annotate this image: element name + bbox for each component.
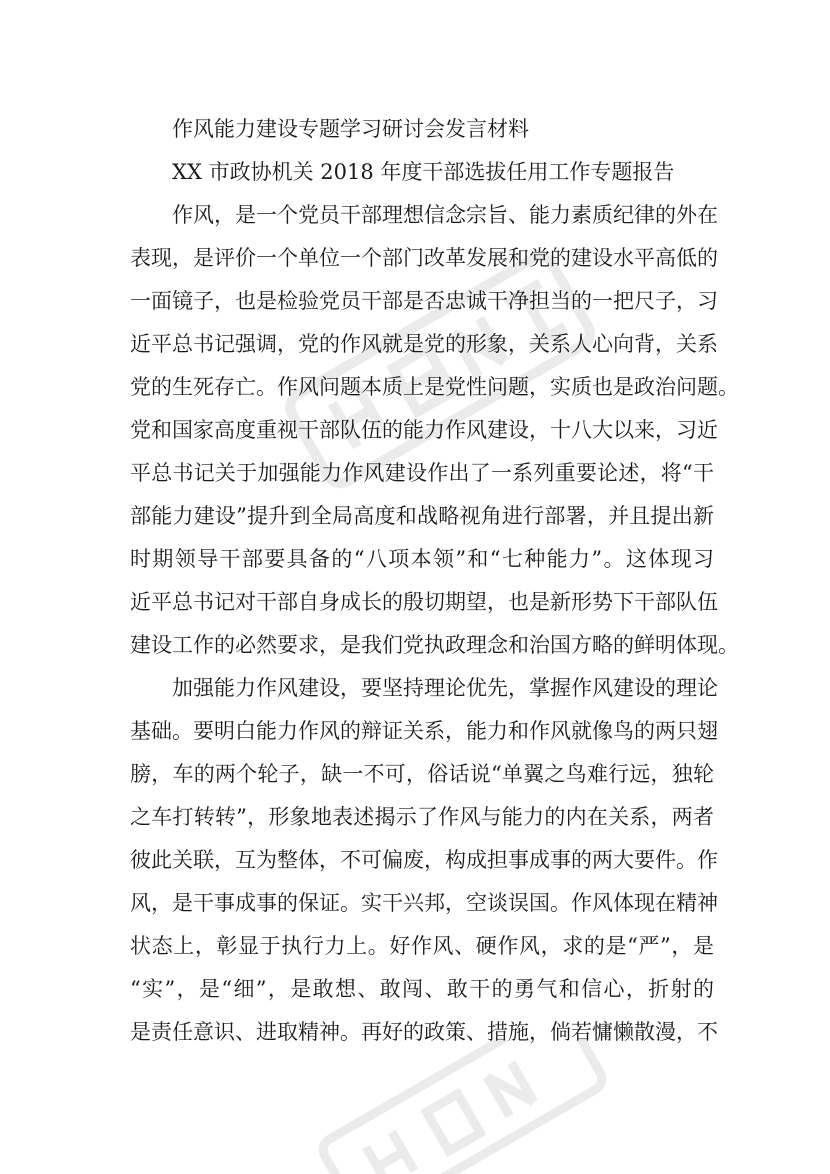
paragraph-line: 基础。要明白能力作风的辩证关系，能力和作风就像鸟的两只翅 bbox=[130, 719, 718, 743]
document-body bbox=[130, 108, 739, 1054]
paragraph-line: 状态上，彰显于执行力上。好作风、硬作风，求的是“严”，是 bbox=[130, 934, 714, 958]
paragraph-line: 作风，是一个党员干部理想信念宗旨、能力素质纪律的外在 bbox=[172, 203, 718, 227]
paragraph-line: 党和国家高度重视干部队伍的能力作风建设，十八大以来，习近 bbox=[130, 418, 718, 442]
paragraph-line: 加强能力作风建设，要坚持理论优先，掌握作风建设的理论 bbox=[172, 676, 718, 700]
paragraph-line: 彼此关联，互为整体，不可偏废，构成担事成事的两大要件。作 bbox=[130, 848, 718, 872]
paragraph-line: 一面镜子，也是检验党员干部是否忠诚干净担当的一把尺子，习 bbox=[130, 289, 718, 313]
stamp-watermark-icon bbox=[280, 1040, 640, 1174]
paragraph-line: 时期领导干部要具备的“八项本领”和“七种能力”。这体现习 bbox=[130, 547, 714, 571]
paragraph-line: “实”，是“细”，是敢想、敢闯、敢干的勇气和信心，折射的 bbox=[130, 977, 714, 1001]
paragraph-line: 平总书记关于加强能力作风建设作出了一系列重要论述，将“干 bbox=[130, 461, 714, 485]
paragraph-line: 表现，是评价一个单位一个部门改革发展和党的建设水平高低的 bbox=[130, 246, 718, 270]
paragraph-line: 之车打转转”，形象地表述揭示了作风与能力的内在关系，两者 bbox=[130, 805, 714, 829]
paragraph-line: 风，是干事成事的保证。实干兴邦，空谈误国。作风体现在精神 bbox=[130, 891, 718, 915]
document-subtitle: XX 市政协机关 2018 年度干部选拔任用工作专题报告 bbox=[172, 160, 675, 184]
paragraph-line: 近平总书记强调，党的作风就是党的形象，关系人心向背，关系 bbox=[130, 332, 718, 356]
paragraph-line: 膀，车的两个轮子，缺一不可，俗话说“单翼之鸟难行远，独轮 bbox=[130, 762, 714, 786]
paragraph-line: 近平总书记对干部自身成长的殷切期望，也是新形势下干部队伍 bbox=[130, 590, 718, 614]
paragraph-2 bbox=[130, 667, 718, 1054]
paragraph-line: 部能力建设”提升到全局高度和战略视角进行部署，并且提出新 bbox=[130, 504, 714, 528]
paragraph-line: 党的生死存亡。作风问题本质上是党性问题，实质也是政治问题。 bbox=[130, 375, 739, 399]
document-title: 作风能力建设专题学习研讨会发言材料 bbox=[172, 117, 529, 141]
paragraph-line: 是责任意识、进取精神。再好的政策、措施，倘若慵懒散漫，不 bbox=[130, 1020, 718, 1044]
paragraph-1 bbox=[130, 194, 739, 667]
paragraph-line: 建设工作的必然要求，是我们党执政理念和治国方略的鲜明体现。 bbox=[130, 633, 739, 657]
